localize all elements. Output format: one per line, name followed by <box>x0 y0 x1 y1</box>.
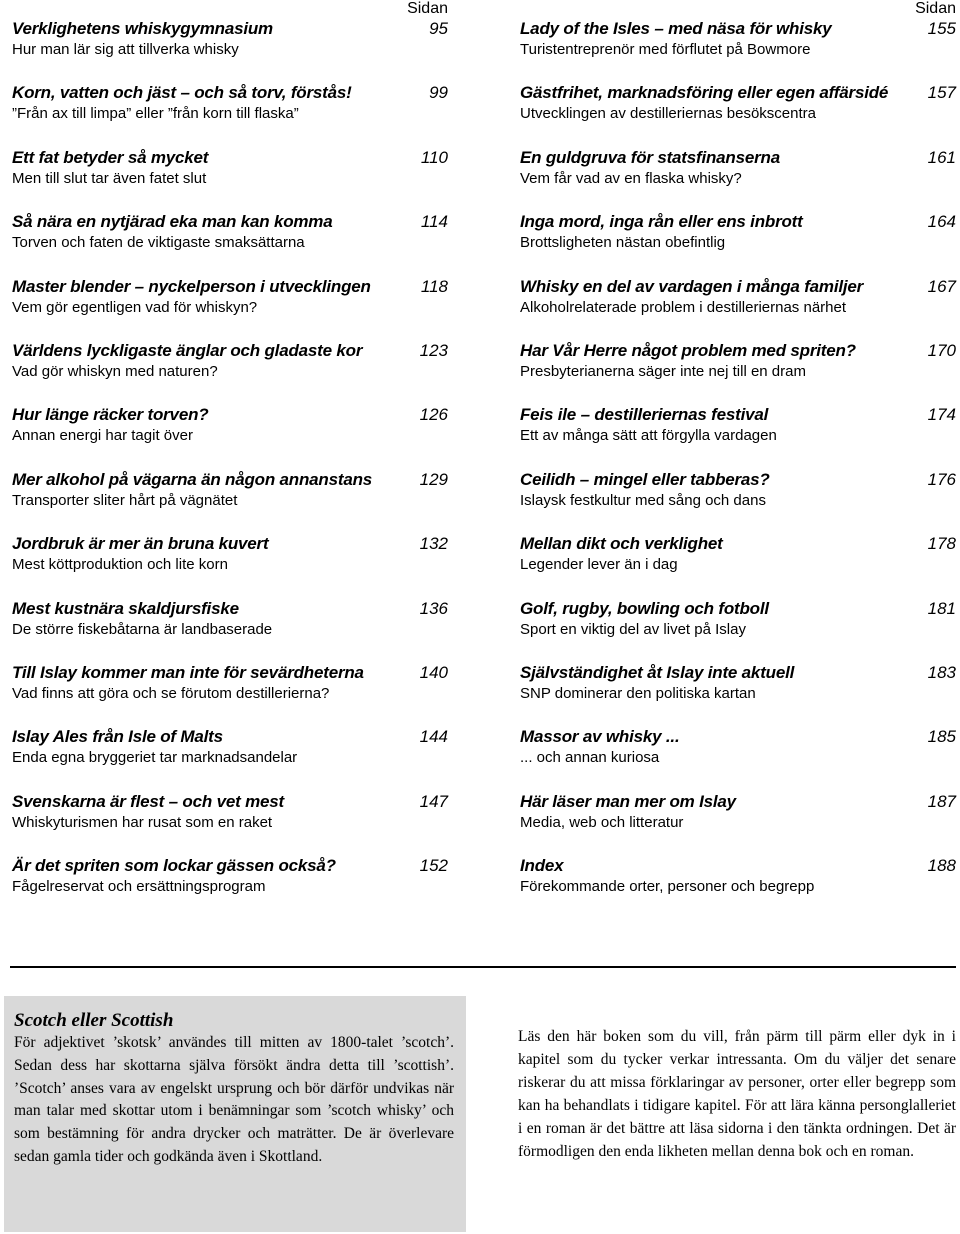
toc-entry <box>12 404 448 468</box>
toc-list-right <box>520 18 956 919</box>
toc-entry-page-number: 126 <box>419 405 448 425</box>
toc-entry-title: Ett fat betyder så mycket <box>12 147 209 167</box>
toc-entry-title: Ceilidh – mingel eller tabberas? <box>520 469 770 489</box>
toc-entry-page-number: 174 <box>927 405 956 425</box>
toc-entry <box>12 82 448 146</box>
toc-entry-subtitle: Förekommande orter, personer och begrepp <box>520 878 815 896</box>
toc-entry <box>520 791 956 855</box>
toc-entry-page-number: 152 <box>419 856 448 876</box>
sidebar-box-text: För adjektivet ’skotsk’ användes till mitten av 1800-talet ’scotch’. Sedan dess har skottarna själva försökt ändra detta till ’scottish’. ’Scotch’ anses vara av engelskt ursprung och bör därför undvikas när man talar med skottar utom i benämningar som ’scotch whisky’ och som bestämning för andra drycker och maträtter. De är överlevare sedan gamla tider och godkända även i Skottland. <box>14 1034 454 1165</box>
toc-entry <box>520 404 956 468</box>
toc-entry-subtitle: Vad gör whiskyn med naturen? <box>12 362 218 380</box>
toc-entry-subtitle: Annan energi har tagit över <box>12 427 193 445</box>
toc-entry-subtitle: Vem gör egentligen vad för whiskyn? <box>12 298 258 316</box>
toc-entry-page-number: 183 <box>927 662 956 682</box>
toc-entry-subtitle: Legender lever än i dag <box>520 556 678 574</box>
toc-entry-page-number: 114 <box>420 212 448 232</box>
toc-entry <box>520 276 956 340</box>
toc-entry-subtitle: Mest köttproduktion och lite korn <box>12 556 228 574</box>
toc-entry-title: En guldgruva för statsfinanserna <box>520 147 780 167</box>
toc-entry-title: Svenskarna är flest – och vet mest <box>12 791 284 811</box>
toc-entry-title: Mellan dikt och verklighet <box>520 534 723 554</box>
toc-entry-subtitle: ... och annan kuriosa <box>520 749 660 767</box>
toc-entry-title: Jordbruk är mer än bruna kuvert <box>12 534 269 554</box>
toc-entry-title: Här läser man mer om Islay <box>520 791 736 811</box>
reading-note: Läs den här boken som du vill, från pärm till pärm eller dyk in i kapitel som du tycker verkar intressanta. Om du väljer det senare riskerar du att missa förklaringar av personer, orter eller begrepp som kan ha behandlats i tidigare kapitel. För att lära känna personglalleriet i en roman är det bättre att läsa sidorna i den tänkta ordningen. Det är förmodligen den enda likheten mellan denna bok och en roman. <box>518 1028 956 1160</box>
toc-entry-subtitle: Enda egna bryggeriet tar marknadsandelar <box>12 749 298 767</box>
toc-entry <box>12 147 448 211</box>
toc-entry-page-number: 176 <box>927 469 956 489</box>
toc-entry-page-number: 132 <box>419 534 448 554</box>
toc-entry-subtitle: Islaysk festkultur med sång och dans <box>520 491 766 509</box>
toc-entry-title: Är det spriten som lockar gässen också? <box>12 856 336 876</box>
toc-entry <box>12 276 448 340</box>
toc-entry-page-number: 129 <box>419 469 448 489</box>
toc-entry-subtitle: Vem får vad av en flaska whisky? <box>520 169 742 187</box>
toc-entry-page-number: 188 <box>927 856 956 876</box>
toc-entry-subtitle: ”Från ax till limpa” eller ”från korn till flaska” <box>12 105 299 123</box>
toc-entry-subtitle: Brottsligheten nästan obefintlig <box>520 234 726 252</box>
toc-entry-page-number: 164 <box>927 212 956 232</box>
toc-entry-subtitle: Sport en viktig del av livet på Islay <box>520 620 746 638</box>
toc-entry <box>12 18 448 82</box>
toc-entry-title: Master blender – nyckelperson i utvecklingen <box>12 276 371 296</box>
toc-entry <box>12 340 448 404</box>
toc-entry-subtitle: Vad finns att göra och se förutom destillerierna? <box>12 684 330 702</box>
toc-entry-title: Korn, vatten och jäst – och så torv, förstås! <box>12 83 352 103</box>
page-column-header: Sidan <box>407 0 448 17</box>
toc-entry-subtitle: Transporter sliter hårt på vägnätet <box>12 491 238 509</box>
toc-entry-subtitle: SNP dominerar den politiska kartan <box>520 684 756 702</box>
toc-entry-page-number: 178 <box>927 534 956 554</box>
toc-entry <box>520 82 956 146</box>
toc-entry-page-number: 187 <box>927 791 956 811</box>
toc-entry-subtitle: Men till slut tar även fatet slut <box>12 169 207 187</box>
toc-entry-subtitle: Presbyterianerna säger inte nej till en dram <box>520 362 806 380</box>
toc-entry-subtitle: De större fiskebåtarna är landbaserade <box>12 620 273 638</box>
toc-entry-title: Så nära en nytjärad eka man kan komma <box>12 212 333 232</box>
page-column-header: Sidan <box>915 0 956 17</box>
toc-entry-page-number: 95 <box>429 19 448 38</box>
toc-entry-title: Massor av whisky ... <box>520 727 680 747</box>
toc-entry <box>12 598 448 662</box>
toc-entry-subtitle: Fågelreservat och ersättningsprogram <box>12 878 266 896</box>
toc-entry <box>12 469 448 533</box>
toc-right-column <box>520 0 956 919</box>
toc-entry <box>520 598 956 662</box>
toc-entry <box>520 726 956 790</box>
toc-entry-page-number: 140 <box>419 662 448 682</box>
toc-entry <box>12 726 448 790</box>
toc-entry <box>520 147 956 211</box>
toc-entry <box>12 855 448 919</box>
toc-entry-page-number: 157 <box>927 83 956 103</box>
toc-entry-page-number: 181 <box>927 598 956 618</box>
toc-entry-title: Verklighetens whiskygymnasium <box>12 19 273 38</box>
toc-entry <box>520 340 956 404</box>
toc-entry <box>520 18 956 82</box>
toc-entry-title: Index <box>520 856 564 876</box>
toc-entry-page-number: 170 <box>927 340 956 360</box>
toc-entry-title: Inga mord, inga rån eller ens inbrott <box>520 212 803 232</box>
toc-entry-page-number: 161 <box>927 147 956 167</box>
toc-entry-page-number: 110 <box>420 147 448 167</box>
toc-entry-title: Hur länge räcker torven? <box>12 405 209 425</box>
toc-entry <box>12 211 448 275</box>
toc-entry <box>12 662 448 726</box>
sidebar-box <box>4 996 466 1232</box>
toc-entry-title: Golf, rugby, bowling och fotboll <box>520 598 769 618</box>
toc-entry-subtitle: Ett av många sätt att förgylla vardagen <box>520 427 777 445</box>
toc-entry-subtitle: Utvecklingen av destilleriernas besökscentra <box>520 105 816 123</box>
toc-entry-page-number: 136 <box>419 598 448 618</box>
toc-entry-page-number: 147 <box>419 791 448 811</box>
toc-list-left <box>12 18 448 919</box>
toc-entry <box>520 855 956 919</box>
toc-entry-page-number: 185 <box>927 727 956 747</box>
toc-entry-subtitle: Whiskyturismen har rusat som en raket <box>12 813 273 831</box>
toc-entry-title: Gästfrihet, marknadsföring eller egen affärsidé <box>520 83 889 103</box>
toc-entry <box>12 791 448 855</box>
toc-entry-subtitle: Hur man lär sig att tillverka whisky <box>12 41 239 58</box>
divider-line <box>10 966 956 968</box>
toc-entry <box>520 662 956 726</box>
toc-entry-title: Mer alkohol på vägarna än någon annanstans <box>12 469 373 489</box>
toc-entry-title: Feis ile – destilleriernas festival <box>520 405 769 425</box>
toc-entry-page-number: 123 <box>419 340 448 360</box>
toc-entry-title: Lady of the Isles – med näsa för whisky <box>520 19 832 38</box>
toc-entry-title: Islay Ales från Isle of Malts <box>12 727 223 747</box>
toc-entry-page-number: 155 <box>927 19 956 38</box>
toc-entry-subtitle: Alkoholrelaterade problem i destilleriernas närhet <box>520 298 847 316</box>
toc-left-column <box>12 0 448 919</box>
toc-entry-page-number: 118 <box>420 276 448 296</box>
toc-entry <box>12 533 448 597</box>
toc-entry-title: Till Islay kommer man inte för sevärdheterna <box>12 662 364 682</box>
toc-entry-subtitle: Turistentreprenör med förflutet på Bowmore <box>520 41 811 58</box>
toc-entry-title: Mest kustnära skaldjursfiske <box>12 598 239 618</box>
toc-entry <box>520 533 956 597</box>
toc-entry-title: Har Vår Herre något problem med spriten? <box>520 340 856 360</box>
toc-entry <box>520 469 956 533</box>
toc-entry-title: Världens lyckligaste änglar och gladaste kor <box>12 340 363 360</box>
toc-entry-title: Självständighet åt Islay inte aktuell <box>520 662 795 682</box>
toc-entry-page-number: 167 <box>927 276 956 296</box>
toc-entry <box>520 211 956 275</box>
toc-entry-subtitle: Media, web och litteratur <box>520 813 684 831</box>
toc-entry-title: Whisky en del av vardagen i många familjer <box>520 276 864 296</box>
toc-entry-page-number: 144 <box>419 727 448 747</box>
toc-entry-subtitle: Torven och faten de viktigaste smaksättarna <box>12 234 305 252</box>
sidebar-box-title: Scotch eller Scottish <box>14 1010 174 1031</box>
toc-entry-page-number: 99 <box>429 83 448 103</box>
